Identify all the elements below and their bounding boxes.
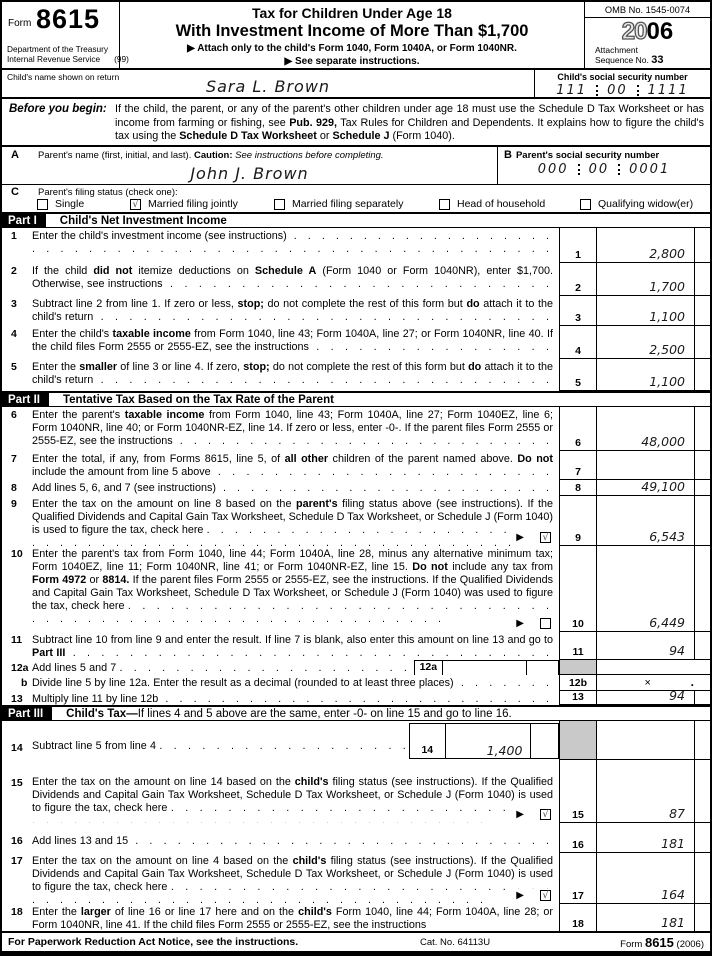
form-number: 8615 [36, 4, 101, 34]
line-14-right-cents [694, 721, 710, 760]
line-16-box-number: 16 [559, 823, 596, 853]
line-16-amount[interactable]: 181 [596, 823, 694, 853]
line-2-box-number: 2 [559, 263, 596, 296]
line-7-number: 7 [11, 453, 17, 465]
line-4-row [2, 326, 710, 359]
line-14-inline-box [409, 723, 559, 759]
child-ssn-group3: 1111 [647, 83, 689, 98]
line-15-row [2, 760, 710, 823]
line-2-number: 2 [11, 265, 17, 277]
parent-name-cell[interactable] [2, 147, 497, 184]
line-a-letter: A [11, 149, 19, 161]
line-11-number: 11 [11, 634, 23, 646]
parent-ssn-group2: 00 [588, 162, 610, 177]
line-3-number: 3 [11, 298, 17, 310]
line-16-text: Add lines 13 and 15 . . [32, 823, 559, 853]
dept-code: (99) [114, 53, 129, 64]
line-10-cents[interactable] [694, 546, 710, 632]
checkbox-married-jointly[interactable]: √ [130, 199, 141, 210]
form-word: Form [8, 18, 32, 29]
line-10-row [2, 546, 710, 632]
line-9-row [2, 496, 710, 546]
form-title-line2: With Investment Income of More Than $1,700 [175, 22, 529, 40]
line-15-number: 15 [11, 777, 23, 789]
part2-tag: Part II [2, 393, 49, 406]
line-8-text: Add lines 5, 6, and 7 (see instructions) . . [32, 480, 559, 496]
omb-number: OMB No. 1545-0074 [585, 2, 710, 18]
line-2-cents[interactable] [694, 263, 710, 296]
part2-bar [2, 391, 710, 407]
line-16-cents[interactable] [694, 823, 710, 853]
paperwork-notice: For Paperwork Reduction Act Notice, see the instructions. [8, 936, 299, 948]
sequence-number: 33 [651, 53, 664, 66]
child-name-value[interactable]: Sara L. Brown [205, 77, 331, 96]
line-8-cents[interactable] [694, 480, 710, 496]
omb-block [584, 2, 710, 68]
filing-status-row [2, 185, 710, 212]
arrow-right-icon: ▶ [516, 890, 524, 901]
line-11-cents[interactable] [694, 632, 710, 660]
arrow-right-icon: ▶ [516, 532, 524, 543]
parent-ssn-group3: 0001 [629, 162, 671, 177]
footer-form-id: Form 8615 (2006) [620, 934, 704, 950]
line-18-row [2, 904, 710, 932]
line-15-cents[interactable] [694, 760, 710, 823]
part3-tag: Part III [2, 707, 52, 720]
sequence-label: Sequence No. [595, 54, 649, 65]
line-3-row [2, 296, 710, 326]
line-18-amount[interactable]: 181 [596, 904, 694, 932]
line-10-checkbox[interactable] [540, 618, 551, 629]
form-header [2, 2, 710, 70]
line-12b-box-number: 12b [559, 675, 596, 691]
line-9-checkbox[interactable]: √ [540, 532, 551, 543]
year-suffix: 06 [646, 18, 674, 45]
before-you-begin-label: Before you begin: [9, 103, 107, 115]
line-6-box-number: 6 [559, 407, 596, 451]
child-ssn-cell[interactable] [534, 70, 710, 97]
line-1-row [2, 228, 710, 263]
line-13-cents[interactable] [694, 691, 710, 705]
line-18-text: Enter the larger of line 16 or line 17 here and on the child's Form 1040, line 44; Form 1040A, line 28; or Form 1040NR, line 41. If the child files Form 2555 or 2555-EZ, see the instructions [32, 906, 553, 931]
line-6-row [2, 407, 710, 451]
line-12a-right-blank [596, 660, 710, 675]
line-2-row [2, 263, 710, 296]
line-17-cents[interactable] [694, 853, 710, 904]
line-17-row [2, 853, 710, 904]
line-9-box-number: 9 [559, 496, 596, 546]
dept-line1: Department of the Treasury [7, 44, 108, 54]
line-c-letter: C [11, 186, 19, 198]
line-4-number: 4 [11, 328, 17, 340]
line-1-text: Enter the child's investment income (see instructions) . . [32, 228, 559, 263]
filing-status-option-mfs[interactable]: Married filing separately [274, 198, 403, 210]
line-17-text: Enter the tax on the amount on line 4 based on the child's filing status (see instructions). If the Qualified Dividends and Capital Gain Tax Worksheet, Schedule D Tax Worksheet, or Schedule J (Form 1040) is used to figure the tax, check here ▶ √ . . [32, 853, 559, 904]
child-identity-row [2, 70, 710, 99]
part1-tag: Part I [2, 214, 46, 227]
line-6-text: Enter the parent's taxable income from Form 1040, line 43; Form 1040A, line 27; Form 1040EZ, line 6; Form 1040NR, line 40; or Form 1040NR-EZ, line 14. If zero or less, enter -0-. If the parent files Form 2555 or 2555-EZ, see the instructions . . [32, 407, 559, 451]
line-12a-inline-amount[interactable] [443, 661, 527, 675]
line-1-cents[interactable] [694, 228, 710, 263]
checkbox-qualifying-widow[interactable] [580, 199, 591, 210]
line-11-row [2, 632, 710, 660]
filing-status-option-qw[interactable]: Qualifying widow(er) [580, 198, 693, 210]
line-7-amount[interactable] [596, 451, 694, 480]
line-1-amount[interactable]: 2,800 [596, 228, 694, 263]
checkbox-single[interactable] [37, 199, 48, 210]
catalog-number: Cat. No. 64113U [420, 936, 491, 948]
line-12a-number: 12a [11, 662, 29, 674]
filing-status-label: Parent's filing status (check one): [38, 187, 178, 198]
tax-year [585, 19, 710, 45]
decimal-point: . [690, 675, 694, 689]
attachment-sequence [585, 45, 710, 65]
line-6-number: 6 [11, 409, 17, 421]
line-14-row [2, 721, 710, 760]
ssn-separator [618, 164, 620, 175]
line-12a-box-number: 12a [415, 661, 443, 675]
line-16-number: 16 [11, 835, 23, 847]
line-15-box-number: 15 [559, 760, 596, 823]
line-8-row [2, 480, 710, 496]
line-15-checkhere [506, 808, 551, 821]
line-7-cents[interactable] [694, 451, 710, 480]
line-4-box-number: 4 [559, 326, 596, 359]
ssn-separator [578, 164, 580, 175]
part3-title: Child's Tax—If lines 4 and 5 above are the same, enter -0- on line 15 and go to line 16. [66, 707, 512, 720]
line-14-right-blank [596, 721, 694, 760]
line-5-number: 5 [11, 361, 17, 373]
parent-ssn-group1: 000 [537, 162, 569, 177]
line-12a-text: Add lines 5 and 7 12a . . [32, 660, 559, 675]
line-9-amount[interactable]: 6,543 [596, 496, 694, 546]
multiply-icon: × [644, 677, 651, 689]
parent-ssn-value[interactable] [498, 162, 710, 177]
line-8-number: 8 [11, 482, 17, 494]
line-11-amount[interactable]: 94 [596, 632, 694, 660]
line-7-row [2, 451, 710, 480]
child-ssn-group1: 111 [556, 83, 588, 98]
line-15-checkbox[interactable]: √ [540, 809, 551, 820]
line-2-text: If the child did not itemize deductions on Schedule A (Form 1040 or Form 1040NR), enter $1,700. Otherwise, see instructions . . [32, 263, 559, 296]
year-prefix: 20 [621, 18, 647, 45]
line-10-text: Enter the parent's tax from Form 1040, line 44; Form 1040A, line 28, minus any alternative minimum tax; Form 1040EZ, line 11; Form 1040NR, line 41; or Form 1040NR-EZ, line 15. Do not include any tax from Form 4972 or 8814. If the parent files Form 2555 or 2555-EZ, see the instructions. If the Qualified Dividends and Capital Gain Tax Worksheet, Schedule D Tax Worksheet, or Schedule J (Form 1040) was used to figure the tax, check here ▶ . . [32, 546, 559, 632]
child-ssn-group2: 00 [607, 83, 628, 98]
line-10-number: 10 [11, 548, 23, 560]
line-3-cents[interactable] [694, 296, 710, 326]
part2-title: Tentative Tax Based on the Tax Rate of the Parent [62, 393, 334, 406]
line-17-number: 17 [11, 855, 23, 867]
part3-bar [2, 705, 710, 721]
line-8-amount[interactable]: 49,100 [596, 480, 694, 496]
before-you-begin-text: If the child, the parent, or any of the parent's other children under age 18 must use the Schedule D Tax Worksheet or has income from farming or fishing, see Pub. 929, Tax Rules for Children and Dependents. It explains how to figure the child's tax using the Schedule D Tax Worksheet or Schedule J (Form 1040). [115, 103, 704, 142]
attach-note: ▶ Attach only to the child's Form 1040, Form 1040A, or Form 1040NR. [187, 43, 517, 54]
line-7-box-number: 7 [559, 451, 596, 480]
line-15-text: Enter the tax on the amount on line 14 based on the child's filing status (see instructions). If the Qualified Dividends and Capital Gain Tax Worksheet, Schedule D Tax Worksheet, or Schedule J (Form 1040) is used to figure the tax, check here ▶ √ . . [32, 760, 559, 823]
line-17-amount[interactable]: 164 [596, 853, 694, 904]
line-13-number: 13 [11, 693, 23, 705]
line-14-text: Subtract line 5 from line 4 14 1,400 . . [32, 721, 559, 760]
line-17-checkbox[interactable]: √ [540, 890, 551, 901]
line-14-box-number: 14 [410, 724, 446, 758]
filing-status-option-single[interactable]: Single [37, 198, 84, 210]
line-13-amount[interactable]: 94 [596, 691, 694, 705]
checkbox-head-of-household[interactable] [439, 199, 450, 210]
line-12b-row [2, 675, 710, 691]
line-11-text: Subtract line 10 from line 9 and enter the result. If line 7 is blank, also enter this amount on line 13 and go to Part III . . [32, 632, 559, 660]
line-16-row [2, 823, 710, 853]
parent-ssn-cell[interactable] [497, 147, 710, 184]
dept-line2: Internal Revenue Service [7, 53, 101, 64]
line-2-amount[interactable]: 1,700 [596, 263, 694, 296]
line-3-amount[interactable]: 1,100 [596, 296, 694, 326]
line-12b-number: b [21, 677, 28, 689]
line-5-row [2, 359, 710, 391]
line-5-cents[interactable] [694, 359, 710, 391]
line-4-text: Enter the child's taxable income from Form 1040, line 43; Form 1040A, line 27; or Form 1040NR, line 40. If the child files Form 2555 or 2555-EZ, see the instructions . . [32, 326, 559, 359]
line-10-checkhere [506, 617, 551, 630]
parent-identity-row [2, 147, 710, 185]
line-9-text: Enter the tax on the amount on line 8 based on the parent's filing status above (see instructions). If the Qualified Dividends and Capital Gain Tax Worksheet, Schedule D Tax Worksheet, or Schedule J (Form 1040) is used to figure the tax, check here ▶ √ . . [32, 496, 559, 546]
line-7-text: Enter the total, if any, from Forms 8615, line 5, of all other children of the parent named above. Do not include the amount from line 5 above . . [32, 451, 559, 480]
department-block [7, 45, 129, 64]
line-3-box-number: 3 [559, 296, 596, 326]
line-14-inline-amount[interactable]: 1,400 [486, 743, 523, 758]
line-14-inline-cents[interactable] [530, 724, 558, 758]
filing-status-option-mfj[interactable]: √ Married filing jointly [130, 198, 238, 210]
parent-name-value[interactable]: John J. Brown [190, 164, 309, 183]
checkbox-married-separately[interactable] [274, 199, 285, 210]
line-11-box-number: 11 [559, 632, 596, 660]
arrow-right-icon: ▶ [516, 809, 524, 820]
line-6-amount[interactable]: 48,000 [596, 407, 694, 451]
line-14-shaded-cell [559, 721, 596, 760]
part1-title: Child's Net Investment Income [59, 214, 227, 227]
line-13-text: Multiply line 11 by line 12b . . [32, 691, 559, 705]
line-12b-text: Divide line 5 by line 12a. Enter the result as a decimal (rounded to at least three places) . . [32, 675, 559, 691]
line-5-box-number: 5 [559, 359, 596, 391]
line-9-cents[interactable] [694, 496, 710, 546]
parent-name-label: Parent's name (first, initial, and last). Caution: See instructions before completing. [38, 150, 384, 161]
see-instructions-note: ▶ See separate instructions. [284, 56, 420, 67]
filing-status-option-hoh[interactable]: Head of household [439, 198, 545, 210]
line-9-checkhere [506, 531, 551, 544]
line-17-box-number: 17 [559, 853, 596, 904]
line-15-amount[interactable]: 87 [596, 760, 694, 823]
line-14-number: 14 [11, 742, 23, 754]
line-12a-shaded-cell [559, 660, 596, 675]
ssn-separator [596, 85, 598, 96]
attachment-word: Attachment [595, 45, 638, 55]
before-you-begin [2, 99, 710, 147]
child-ssn-value[interactable] [535, 83, 710, 98]
form-number-block [2, 2, 129, 68]
line-18-cents[interactable] [694, 904, 710, 932]
line-12b-decimal-cell[interactable] [596, 675, 710, 691]
arrow-right-icon: ▶ [516, 618, 524, 629]
line-8-box-number: 8 [559, 480, 596, 496]
ssn-separator [637, 85, 639, 96]
line-18-box-number: 18 [559, 904, 596, 932]
form-footer [2, 931, 710, 951]
line-12a-inline-cents[interactable] [526, 661, 558, 675]
line-13-box-number: 13 [559, 691, 596, 705]
line-9-number: 9 [11, 498, 17, 510]
line-1-number: 1 [11, 230, 17, 242]
line-1-box-number: 1 [559, 228, 596, 263]
line-17-checkhere [506, 889, 551, 902]
line-10-box-number: 10 [559, 546, 596, 632]
line-12a-row [2, 660, 710, 675]
line-4-cents[interactable] [694, 326, 710, 359]
child-name-cell[interactable] [2, 70, 534, 97]
child-ssn-label: Child's social security number [557, 72, 688, 82]
form-title-block [120, 2, 584, 68]
line-12a-inline-box [414, 660, 559, 675]
parent-ssn-label: B Parent's social security number [504, 149, 660, 161]
line-6-cents[interactable] [694, 407, 710, 451]
line-18-number: 18 [11, 906, 23, 918]
line-5-text: Enter the smaller of line 3 or line 4. If zero, stop; do not complete the rest of this form but do attach it to the child's return . . [32, 359, 559, 391]
form-title-line1: Tax for Children Under Age 18 [252, 5, 452, 21]
line-3-text: Subtract line 2 from line 1. If zero or less, stop; do not complete the rest of this form but do attach it to the child's return . . [32, 296, 559, 326]
line-4-amount[interactable]: 2,500 [596, 326, 694, 359]
line-5-amount[interactable]: 1,100 [596, 359, 694, 391]
child-name-label: Child's name shown on return [7, 72, 120, 82]
line-10-amount[interactable]: 6,449 [596, 546, 694, 632]
line-b-letter: B [504, 149, 512, 161]
part1-bar [2, 212, 710, 228]
line-13-row [2, 688, 710, 705]
